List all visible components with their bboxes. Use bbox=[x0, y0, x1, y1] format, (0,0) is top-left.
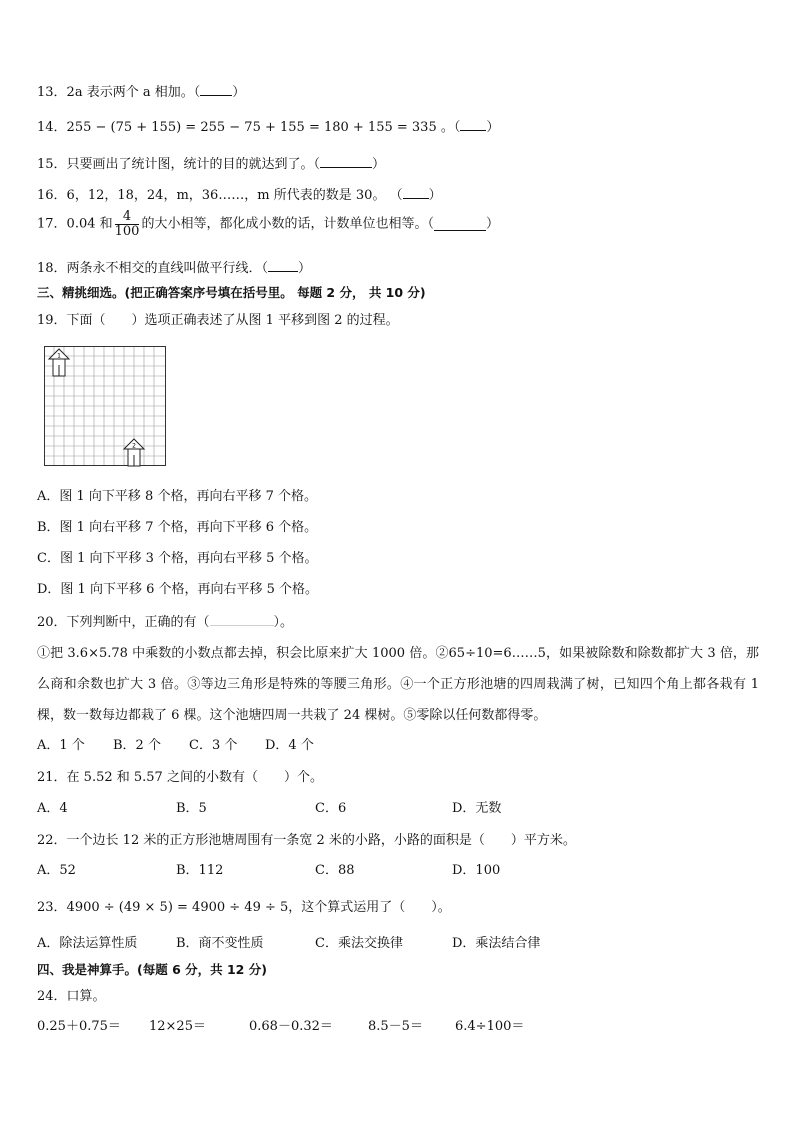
oral-calc-item[interactable]: 6.4÷100＝ bbox=[455, 1019, 525, 1034]
option-21-b[interactable]: B．5 bbox=[176, 801, 207, 816]
question-23: 23．4900 ÷ (49 × 5) = 4900 ÷ 49 ÷ 5，这个算式运用了（ ）。 bbox=[37, 900, 451, 915]
answer-blank[interactable] bbox=[210, 614, 274, 626]
option-23-a[interactable]: A．除法运算性质 bbox=[37, 936, 138, 951]
paren-close: ） bbox=[486, 120, 500, 135]
question-18-text: 18．两条永不相交的直线叫做平行线．（ bbox=[37, 261, 269, 276]
option-23-c[interactable]: C．乘法交换律 bbox=[315, 936, 403, 951]
option-21-a[interactable]: A．4 bbox=[37, 801, 68, 816]
oral-calc-item[interactable]: 8.5－5＝ bbox=[368, 1019, 423, 1034]
option-19-d[interactable]: D．图 1 向下平移 6 个格，再向右平移 5 个格。 bbox=[37, 582, 319, 597]
question-16-text: 16．6，12，18，24，m，36……，m 所代表的数是 30。 （ bbox=[37, 188, 403, 203]
question-18 bbox=[37, 260, 311, 277]
paren-close: ） bbox=[428, 188, 442, 203]
paren-close: ）。 bbox=[273, 615, 294, 630]
question-15 bbox=[37, 156, 385, 173]
answer-blank[interactable] bbox=[268, 260, 298, 272]
question-17-before: 17．0.04 和 bbox=[37, 216, 113, 232]
fraction-numerator: 4 bbox=[115, 210, 140, 225]
question-22: 22．一个边长 12 米的正方形池塘周围有一条宽 2 米的小路，小路的面积是（ ）平方米。 bbox=[37, 833, 576, 848]
option-20-d[interactable]: D．4 个 bbox=[265, 738, 314, 753]
answer-blank[interactable] bbox=[460, 119, 486, 131]
question-19: 19．下面（ ）选项正确表述了从图 1 平移到图 2 的过程。 bbox=[37, 313, 399, 328]
question-20-stem: 20．下列判断中，正确的有（ bbox=[37, 615, 210, 630]
option-22-b[interactable]: B．112 bbox=[176, 863, 224, 878]
paren-close: ） bbox=[485, 216, 499, 232]
oral-calc-item[interactable]: 0.68－0.32＝ bbox=[249, 1019, 333, 1034]
answer-blank[interactable] bbox=[200, 84, 232, 96]
option-20-b[interactable]: B．2 个 bbox=[113, 738, 161, 753]
question-15-text: 15．只要画出了统计图，统计的目的就达到了。（ bbox=[37, 157, 321, 172]
figure-label-1: 1 bbox=[57, 352, 61, 360]
question-20-statements: ①把 3.6×5.78 中乘数的小数点都去掉，积会比原来扩大 1000 倍。②65÷10=6……5，如果被除数和除数都扩大 3 倍，那么商和余数也扩大 3 倍。③等边三角形是特殊的等腰三角形。④一个正方形池塘的四周栽满了树，已知四个角上都各栽有 1 棵，数一数每边都栽了 6 棵。这个池塘四周一共栽了 24 棵树。⑤零除以任何数都得零。 bbox=[37, 646, 759, 723]
question-21: 21．在 5.52 和 5.57 之间的小数有（ ）个。 bbox=[37, 770, 323, 785]
option-20-c[interactable]: C．3 个 bbox=[189, 738, 238, 753]
option-19-a[interactable]: A．图 1 向下平移 8 个格，再向右平移 7 个格。 bbox=[37, 489, 317, 504]
question-16 bbox=[37, 187, 442, 204]
section-heading-3: 三、精挑细选。(把正确答案序号填在括号里。 每题 2 分， 共 10 分) bbox=[37, 285, 426, 300]
answer-blank[interactable] bbox=[434, 219, 486, 231]
question-17-after: 的大小相等，都化成小数的话，计数单位也相等。（ bbox=[141, 216, 434, 232]
question-24: 24．口算。 bbox=[37, 989, 106, 1004]
option-19-c[interactable]: C．图 1 向下平移 3 个格，再向右平移 5 个格。 bbox=[37, 551, 318, 566]
answer-blank[interactable] bbox=[403, 187, 429, 199]
paren-close: ） bbox=[372, 157, 386, 172]
paren-close: ） bbox=[298, 261, 312, 276]
fraction-denominator: 100 bbox=[114, 224, 140, 239]
option-23-d[interactable]: D．乘法结合律 bbox=[452, 936, 541, 951]
paren-close: ） bbox=[232, 85, 246, 100]
translation-grid-figure bbox=[44, 346, 168, 468]
figure-label-2: 2 bbox=[132, 442, 136, 450]
fraction bbox=[115, 210, 140, 239]
question-13-text: 13．2a 表示两个 a 相加。（ bbox=[37, 85, 201, 100]
option-19-b[interactable]: B．图 1 向右平移 7 个格，再向下平移 6 个格。 bbox=[37, 520, 318, 535]
option-22-d[interactable]: D．100 bbox=[452, 863, 501, 878]
option-22-a[interactable]: A．52 bbox=[37, 863, 76, 878]
question-20 bbox=[37, 614, 293, 631]
option-22-c[interactable]: C．88 bbox=[315, 863, 355, 878]
question-14 bbox=[37, 119, 499, 136]
answer-blank[interactable] bbox=[320, 156, 372, 168]
oral-calc-item[interactable]: 12×25＝ bbox=[149, 1019, 206, 1034]
question-13 bbox=[37, 84, 245, 101]
option-21-d[interactable]: D．无数 bbox=[452, 801, 502, 816]
oral-calc-item[interactable]: 0.25＋0.75＝ bbox=[37, 1019, 121, 1034]
section-heading-4: 四、我是神算手。(每题 6 分，共 12 分) bbox=[37, 962, 267, 977]
option-21-c[interactable]: C．6 bbox=[315, 801, 347, 816]
question-14-text: 14．255 − (75 + 155) = 255 − 75 + 155 = 180 + 155 = 335 。（ bbox=[37, 120, 461, 135]
option-20-a[interactable]: A．1 个 bbox=[37, 738, 85, 753]
option-23-b[interactable]: B．商不变性质 bbox=[176, 936, 264, 951]
question-17 bbox=[37, 210, 499, 239]
